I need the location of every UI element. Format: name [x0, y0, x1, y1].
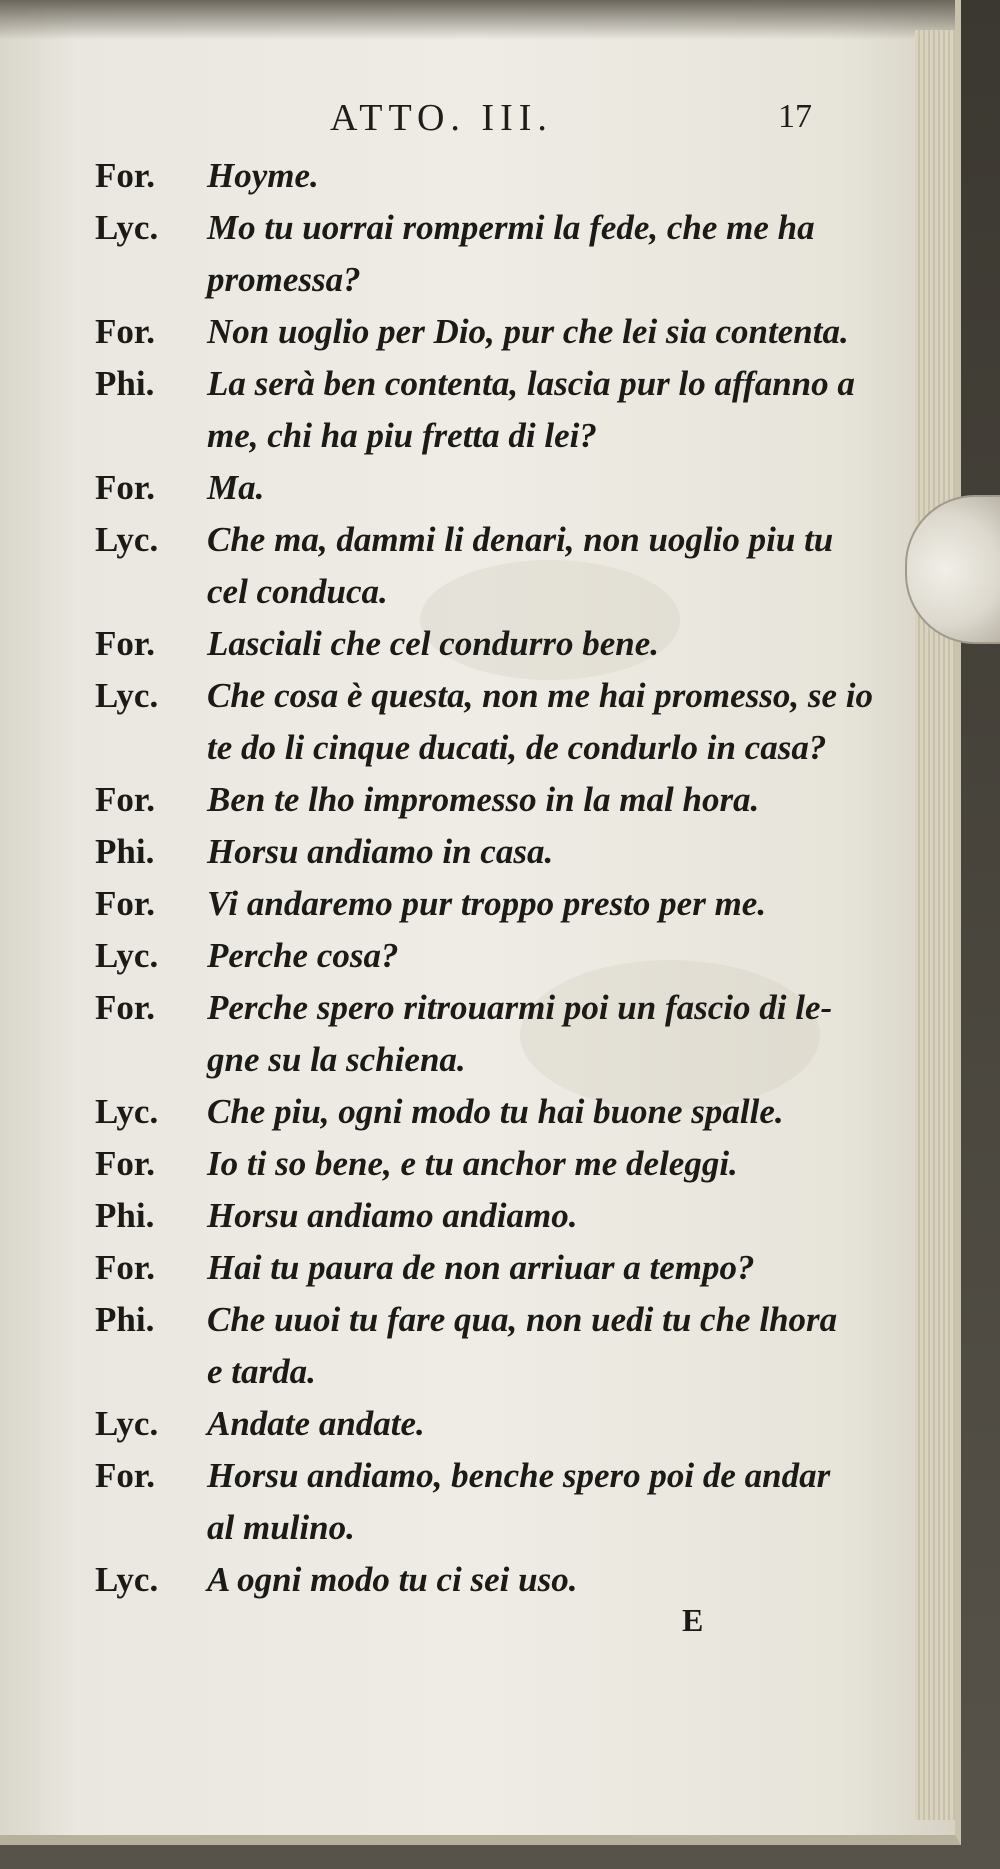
speech-text: Che uuoi tu fare qua, non uedi tu che lhora: [207, 1300, 838, 1339]
dialogue-line: [95, 462, 895, 514]
dialogue-line: [95, 150, 895, 202]
speech-text: promessa?: [207, 260, 361, 299]
speech-text: gne su la schiena.: [207, 1040, 466, 1079]
dialogue-line: [95, 670, 895, 722]
dialogue-line: [95, 202, 895, 254]
dialogue-line: [95, 930, 895, 982]
dialogue-line: [95, 1502, 895, 1554]
speaker-label: For.: [95, 1456, 155, 1495]
dialogue-line: [95, 982, 895, 1034]
dialogue-line: [95, 1294, 895, 1346]
dialogue-line: [95, 826, 895, 878]
dialogue-line: [95, 1242, 895, 1294]
speaker-label: Lyc.: [95, 936, 159, 975]
dialogue-line: [95, 306, 895, 358]
speech-text: Mo tu uorrai rompermi la fede, che me ha: [207, 208, 815, 247]
speaker-label: Lyc.: [95, 208, 159, 247]
speaker-label: For.: [95, 312, 155, 351]
speaker-label: Lyc.: [95, 676, 159, 715]
speaker-label: For.: [95, 988, 155, 1027]
signature-mark: E: [682, 1602, 704, 1638]
speaker-label: Phi.: [95, 832, 155, 871]
dialogue-line: [95, 514, 895, 566]
speech-text: me, chi ha piu fretta di lei?: [207, 416, 597, 455]
dialogue-line: [95, 410, 895, 462]
speaker-label: For.: [95, 156, 155, 195]
dialogue-line: [95, 1086, 895, 1138]
page-top-shadow: [0, 0, 955, 40]
dialogue-line: [95, 1190, 895, 1242]
speech-text: Ma.: [207, 468, 265, 507]
dialogue-line: [95, 618, 895, 670]
dialogue-line: [95, 1450, 895, 1502]
dialogue-line: [95, 774, 895, 826]
page-header: [330, 96, 850, 146]
dialogue-line: [95, 358, 895, 410]
speaker-label: Phi.: [95, 364, 155, 403]
speaker-label: For.: [95, 884, 155, 923]
speech-text: Ben te lho impromesso in la mal hora.: [207, 780, 760, 819]
speaker-label: For.: [95, 468, 155, 507]
speech-text: te do li cinque ducati, de condurlo in casa?: [207, 728, 827, 767]
speaker-label: Lyc.: [95, 1560, 159, 1599]
speech-text: Vi andaremo pur troppo presto per me.: [207, 884, 767, 923]
speech-text: A ogni modo tu ci sei uso.: [207, 1560, 578, 1599]
running-head: ATTO. III.: [330, 97, 553, 139]
speech-text: Horsu andiamo in casa.: [207, 832, 554, 871]
speaker-label: Lyc.: [95, 520, 159, 559]
dialogue-line: [95, 1034, 895, 1086]
dialogue-line: [95, 722, 895, 774]
speech-text: Perche cosa?: [207, 936, 399, 975]
page-number: 17: [778, 98, 812, 135]
speaker-label: For.: [95, 1144, 155, 1183]
speech-text: cel conduca.: [207, 572, 388, 611]
speech-text: Hai tu paura de non arriuar a tempo?: [207, 1248, 755, 1287]
speech-text: Hoyme.: [207, 156, 319, 195]
speaker-label: Phi.: [95, 1196, 155, 1235]
dialogue-line: [95, 1398, 895, 1450]
speech-text: e tarda.: [207, 1352, 316, 1391]
speech-text: Che cosa è questa, non me hai promesso, se io: [207, 676, 874, 715]
dialogue-line: [95, 254, 895, 306]
speech-text: Andate andate.: [207, 1404, 425, 1443]
dialogue-line: [95, 1346, 895, 1398]
speaker-label: For.: [95, 780, 155, 819]
speaker-label: Lyc.: [95, 1092, 159, 1131]
speech-text: Perche spero ritrouarmi poi un fascio di le-: [207, 988, 833, 1027]
speaker-label: Lyc.: [95, 1404, 159, 1443]
speaker-label: For.: [95, 1248, 155, 1287]
dialogue-line: [95, 1138, 895, 1190]
speaker-label: Phi.: [95, 1300, 155, 1339]
dialogue-line: [95, 566, 895, 618]
speech-text: La serà ben contenta, lascia pur lo affanno a: [207, 364, 855, 403]
speech-text: Che piu, ogni modo tu hai buone spalle.: [207, 1092, 784, 1131]
speech-text: Horsu andiamo andiamo.: [207, 1196, 578, 1235]
speech-text: Non uoglio per Dio, pur che lei sia contenta.: [207, 312, 849, 351]
speech-text: Lasciali che cel condurro bene.: [207, 624, 660, 663]
speaker-label: For.: [95, 624, 155, 663]
page-edges: [915, 30, 955, 1820]
dialogue-line: [95, 878, 895, 930]
speech-text: Che ma, dammi li denari, non uoglio piu tu: [207, 520, 834, 559]
speech-text: Horsu andiamo, benche spero poi de andar: [207, 1456, 831, 1495]
dialogue-text: [95, 150, 895, 1606]
speech-text: Io ti so bene, e tu anchor me deleggi.: [207, 1144, 738, 1183]
dialogue-line: [95, 1554, 895, 1606]
speech-text: al mulino.: [207, 1508, 355, 1547]
